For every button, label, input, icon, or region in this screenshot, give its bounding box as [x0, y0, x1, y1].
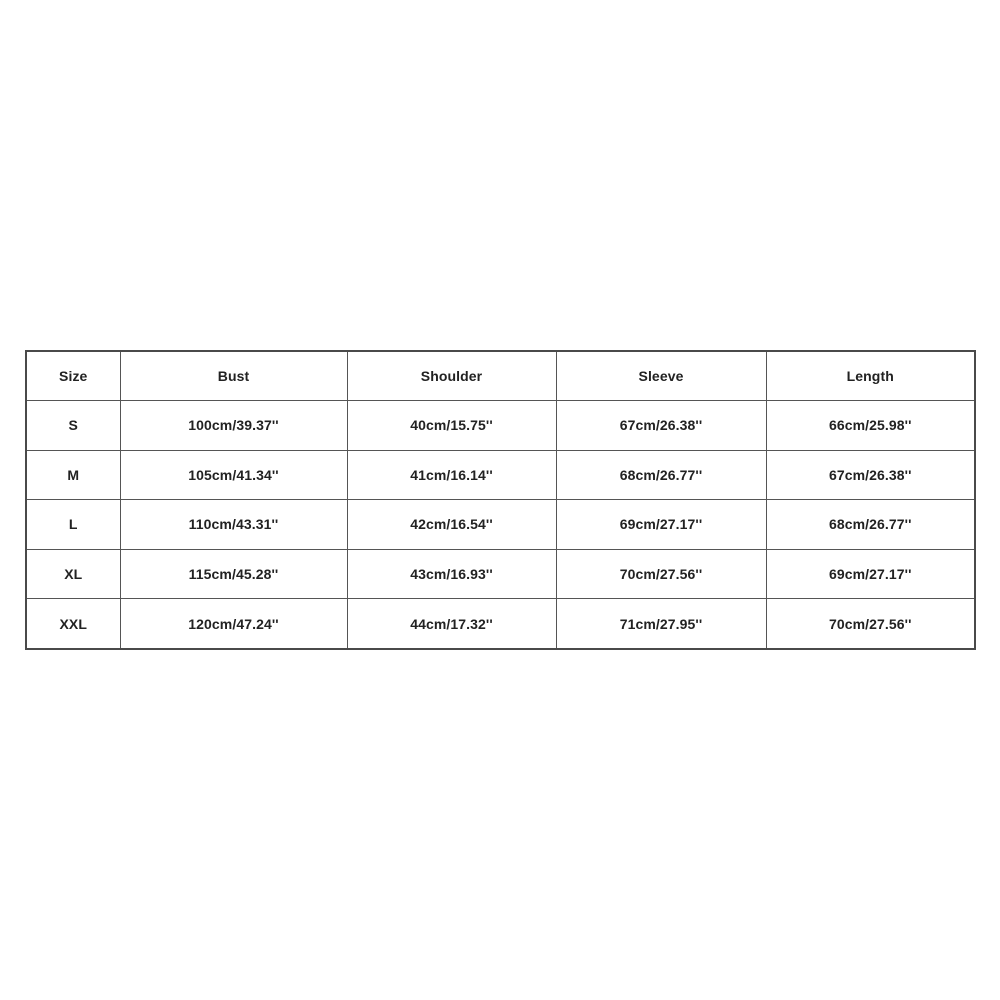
cell-bust: 105cm/41.34''	[120, 450, 347, 500]
cell-sleeve: 70cm/27.56''	[556, 549, 766, 599]
cell-length: 66cm/25.98''	[766, 401, 975, 451]
cell-size: L	[26, 500, 120, 550]
cell-sleeve: 67cm/26.38''	[556, 401, 766, 451]
cell-bust: 120cm/47.24''	[120, 599, 347, 649]
cell-bust: 110cm/43.31''	[120, 500, 347, 550]
header-sleeve: Sleeve	[556, 351, 766, 401]
cell-size: XL	[26, 549, 120, 599]
cell-size: XXL	[26, 599, 120, 649]
header-bust: Bust	[120, 351, 347, 401]
cell-shoulder: 44cm/17.32''	[347, 599, 556, 649]
table-row	[26, 500, 975, 550]
table-row	[26, 599, 975, 649]
cell-shoulder: 42cm/16.54''	[347, 500, 556, 550]
cell-shoulder: 41cm/16.14''	[347, 450, 556, 500]
cell-size: S	[26, 401, 120, 451]
cell-length: 68cm/26.77''	[766, 500, 975, 550]
cell-size: M	[26, 450, 120, 500]
table-row	[26, 549, 975, 599]
size-chart-table	[25, 350, 976, 650]
cell-shoulder: 40cm/15.75''	[347, 401, 556, 451]
cell-length: 70cm/27.56''	[766, 599, 975, 649]
header-length: Length	[766, 351, 975, 401]
table-row	[26, 450, 975, 500]
cell-shoulder: 43cm/16.93''	[347, 549, 556, 599]
header-size: Size	[26, 351, 120, 401]
cell-sleeve: 71cm/27.95''	[556, 599, 766, 649]
cell-length: 69cm/27.17''	[766, 549, 975, 599]
header-shoulder: Shoulder	[347, 351, 556, 401]
cell-sleeve: 69cm/27.17''	[556, 500, 766, 550]
cell-length: 67cm/26.38''	[766, 450, 975, 500]
cell-sleeve: 68cm/26.77''	[556, 450, 766, 500]
cell-bust: 115cm/45.28''	[120, 549, 347, 599]
table-row	[26, 401, 975, 451]
table-header-row	[26, 351, 975, 401]
cell-bust: 100cm/39.37''	[120, 401, 347, 451]
